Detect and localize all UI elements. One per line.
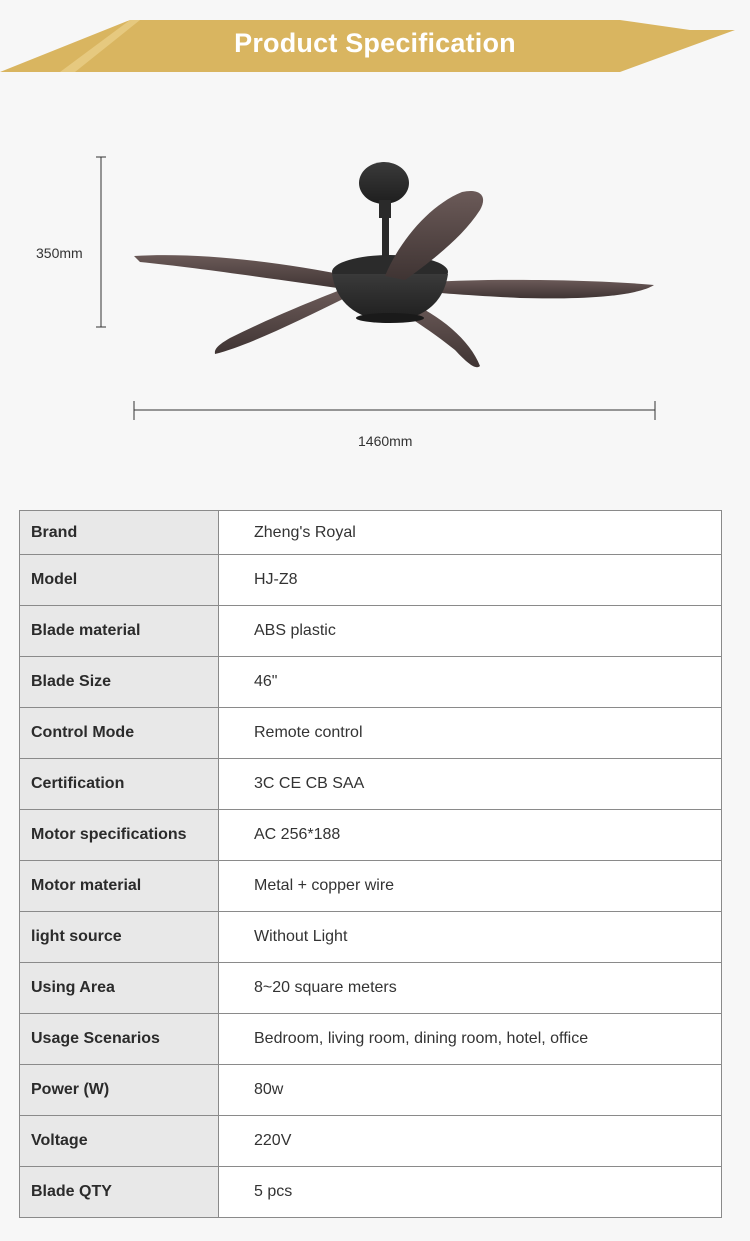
spec-value: 3C CE CB SAA bbox=[219, 759, 722, 810]
page-title: Product Specification bbox=[234, 28, 516, 58]
spec-row bbox=[20, 861, 722, 912]
spec-label: light source bbox=[20, 912, 219, 963]
spec-label: Usage Scenarios bbox=[20, 1014, 219, 1065]
spec-label: Model bbox=[20, 555, 219, 606]
spec-row bbox=[20, 810, 722, 861]
spec-value: 8~20 square meters bbox=[219, 963, 722, 1014]
spec-value: Zheng's Royal bbox=[219, 511, 722, 555]
spec-value: Bedroom, living room, dining room, hotel, office bbox=[219, 1014, 722, 1065]
spec-label: Voltage bbox=[20, 1116, 219, 1167]
spec-value: Remote control bbox=[219, 708, 722, 759]
spec-row bbox=[20, 1116, 722, 1167]
ceiling-fan-image bbox=[0, 0, 750, 470]
spec-value: Metal + copper wire bbox=[219, 861, 722, 912]
spec-row bbox=[20, 1065, 722, 1116]
spec-label: Certification bbox=[20, 759, 219, 810]
spec-value: 80w bbox=[219, 1065, 722, 1116]
spec-label: Control Mode bbox=[20, 708, 219, 759]
spec-row bbox=[20, 511, 722, 555]
spec-value: HJ-Z8 bbox=[219, 555, 722, 606]
spec-value: 5 pcs bbox=[219, 1167, 722, 1218]
spec-row bbox=[20, 1014, 722, 1065]
spec-label: Blade material bbox=[20, 606, 219, 657]
width-dimension-label: 1460mm bbox=[358, 433, 413, 449]
spec-label: Motor specifications bbox=[20, 810, 219, 861]
spec-value: 46" bbox=[219, 657, 722, 708]
spec-value: AC 256*188 bbox=[219, 810, 722, 861]
spec-row bbox=[20, 963, 722, 1014]
height-dimension-label: 350mm bbox=[36, 245, 83, 261]
spec-row bbox=[20, 759, 722, 810]
spec-label: Power (W) bbox=[20, 1065, 219, 1116]
spec-label: Using Area bbox=[20, 963, 219, 1014]
spec-value: Without Light bbox=[219, 912, 722, 963]
spec-row bbox=[20, 606, 722, 657]
spec-label: Brand bbox=[20, 511, 219, 555]
spec-row bbox=[20, 657, 722, 708]
spec-row bbox=[20, 555, 722, 606]
spec-table bbox=[19, 510, 722, 1218]
spec-row bbox=[20, 912, 722, 963]
spec-value: ABS plastic bbox=[219, 606, 722, 657]
spec-value: 220V bbox=[219, 1116, 722, 1167]
spec-label: Blade Size bbox=[20, 657, 219, 708]
spec-label: Blade QTY bbox=[20, 1167, 219, 1218]
spec-row bbox=[20, 708, 722, 759]
spec-row bbox=[20, 1167, 722, 1218]
spec-label: Motor material bbox=[20, 861, 219, 912]
